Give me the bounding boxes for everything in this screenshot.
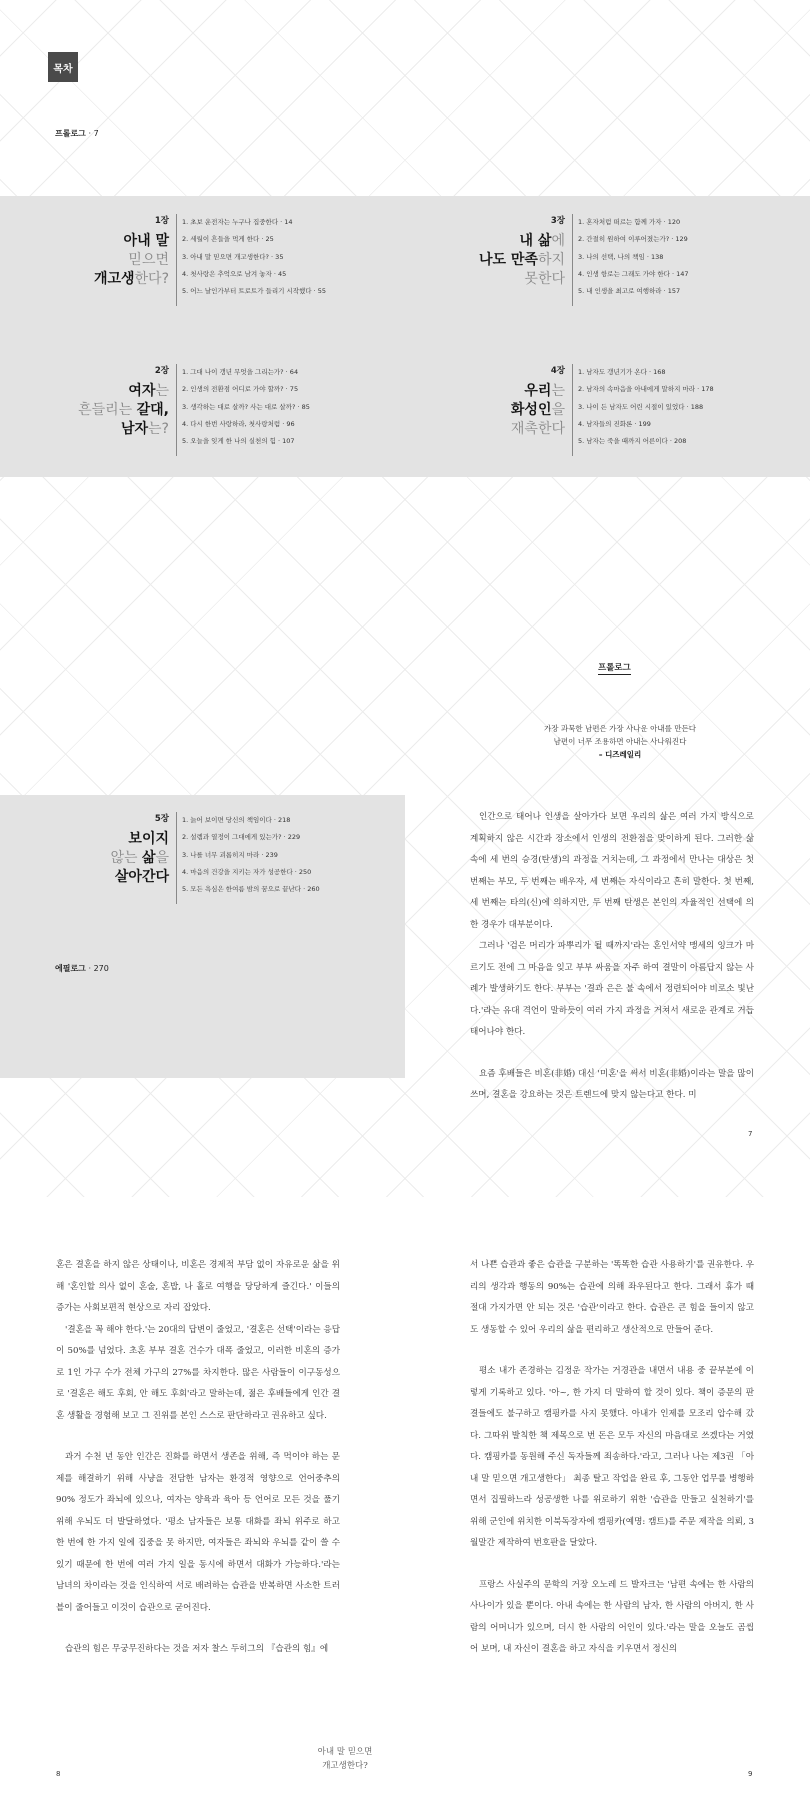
chapter-title-line (479, 251, 565, 270)
quote-source: – 디즈레일리 (598, 750, 642, 759)
toc-entry[interactable]: 1. 남자도 갱년기가 온다 · 168 (578, 368, 666, 376)
chapter-title-line (94, 270, 169, 289)
running-footer-title (285, 1745, 405, 1773)
chapter-title-segment: 화성인 (510, 402, 552, 418)
chapter-title-segment: 흔들리는 (78, 402, 137, 418)
chapter-title-segment: 내 삶 (519, 233, 552, 249)
toc-entry[interactable]: 1. 그대 나이 갱년 무엇을 그리는가? · 64 (182, 368, 299, 376)
quote-line: 가장 과묵한 남편은 가장 사나운 아내를 만든다 (544, 724, 696, 733)
toc-entry[interactable]: 4. 인생 항로는 그래도 가야 한다 · 147 (578, 269, 689, 278)
footer-line: 개고생한다? (322, 1761, 368, 1771)
chapter-title-segment: 여자 (128, 383, 156, 399)
toc-entry[interactable]: 4. 남자들의 진화론 · 199 (578, 419, 651, 428)
chapter-title-segment: 살아간다 (114, 869, 169, 885)
toc-chapter-2[interactable] (40, 364, 360, 459)
toc-entry[interactable]: 1. 늙어 보이면 당신의 책임이다 · 218 (182, 816, 291, 824)
toc-epilogue-page: 270 (93, 964, 109, 973)
paragraph: 인간으로 태어나 인생을 살아가다 보면 우리의 삶은 여러 가지 방식으로 계획하지 않은 시간과 장소에서 인생의 전환점을 맞이하게 된다. 그러한 삶 속에 세 번의 승경(탄생)의 과정을 거치는데, 그 과정에서 만나는 대상은 첫 번째는 부모, 두 번째는 배우자, 세 번째는 자식이라고 흔히 말한다. 첫 번째, 세 번째는 타의(신)에 의하지만, 두 번째 탄생은 본인의 자율적인 선택에 의한 경우가 대부분이다. (470, 812, 754, 930)
paragraph: 프랑스 사실주의 문학의 거장 오노레 드 발자크는 '남편 속에는 한 사람의 사나이가 있을 뿐이다. 아내 속에는 한 사람의 남자, 한 사람의 아버지, 한 사람의 어머니가 있으며, 더시 한 사람의 어인이 있다.'라는 말을 오늘도 곰씹어 보며, 내 자신이 결혼을 하고 자식을 키우면서 정신의 (470, 1579, 754, 1654)
chapter-title (479, 232, 565, 289)
chapter-title-segment: 하지 (537, 252, 565, 268)
chapter-title-segment: 못한다 (524, 271, 565, 287)
chapter-title-segment: 않는 (110, 850, 142, 866)
chapter-items (578, 364, 714, 450)
chapter-title-line (94, 251, 169, 270)
chapter-title-line (511, 382, 565, 401)
toc-entry[interactable]: 3. 나의 선택, 나의 책임 · 138 (578, 252, 664, 261)
chapter-divider (176, 812, 177, 904)
toc-entry[interactable]: 2. 남자의 속마음을 아내에게 말하지 마라 · 178 (578, 385, 714, 394)
toc-epilogue-label: 에필로그 (55, 964, 86, 973)
toc-entry[interactable]: 1. 혼자처럼 떠르는 함께 가자 · 120 (578, 218, 681, 226)
toc-entry[interactable]: 5. 남자는 죽을 때까지 어른이다 · 208 (578, 437, 687, 446)
toc-entry[interactable]: 2. 인생의 전환점 어디로 가야 할까? · 75 (182, 385, 299, 394)
chapter-divider (176, 214, 177, 306)
quote-line: 남편이 너무 조용하면 아내는 사나워진다 (553, 737, 687, 746)
page-number-8: 8 (56, 1770, 61, 1778)
toc-chapter-3[interactable] (420, 214, 740, 309)
chapter-title-segment: 삶 (141, 850, 156, 866)
chapter-divider (572, 364, 573, 456)
chapter-title-line (110, 868, 169, 887)
chapter-title-segment: 재촉한다 (510, 421, 565, 437)
paragraph: 그러나 '검은 머리가 파뿌리가 될 때까지'라는 혼인서약 맹세의 잉크가 마르기도 전에 그 마음을 잊고 부부 싸움을 자주 하여 결말이 아름답지 않는 사례가 발생하기도 한다. 부부는 '결과 은은 불 속에서 정련되어야 비로소 빛난다.'라는 유대 격언이 말하듯이 여러 가지 과정을 거쳐서 새로운 관계로 거듭 태어나야 한다. (470, 941, 754, 1037)
chapter-title-line (78, 420, 169, 439)
chapter-title-line (511, 420, 565, 439)
chapter-title-line (110, 849, 169, 868)
chapter-number: 3장 (550, 216, 565, 226)
toc-entry[interactable]: 3. 나이 든 남자도 어린 시절이 있었다 · 188 (578, 402, 704, 411)
toc-entry[interactable]: 2. 설렘과 열정이 그대에게 있는가? · 229 (182, 833, 301, 842)
chapter-items (182, 812, 320, 898)
paragraph: 서 나쁜 습관과 좋은 습관을 구분하는 '똑똑한 습관 사용하기'를 권유한다. 우리의 생각과 행동의 90%는 습관에 의해 좌우된다고 한다. 그래서 휴가 때 절대 가지가면 안 되는 것은 '습관'이라고 한다. 습관은 큰 힘을 들이지 않고도 생동할 수 있어 우리의 삶을 편리하고 생산적으로 만들어 준다. (470, 1260, 754, 1335)
toc-prologue-page: 7 (93, 129, 99, 138)
toc-entry[interactable]: 3. 아내 말 믿으면 개고생한다? · 35 (182, 252, 284, 261)
chapter-title-segment: 에 (551, 233, 565, 249)
chapter-items (182, 214, 326, 300)
toc-entry[interactable]: 3. 나를 너무 괴롭히지 마라 · 239 (182, 850, 278, 859)
toc-chapter-4[interactable] (420, 364, 740, 459)
chapter-number: 5장 (154, 814, 169, 824)
chapter-title-segment: 나도 만족 (478, 252, 538, 268)
paragraph: 습관의 힘은 무궁무진하다는 것을 저자 찰스 두히그의 『습관의 힘』에 (65, 1644, 329, 1654)
chapter-number: 1장 (154, 216, 169, 226)
chapter-number: 4장 (550, 366, 565, 376)
chapter-title-line (479, 270, 565, 289)
toc-prologue[interactable]: 프롤로그 · 7 (55, 129, 99, 138)
page9-body (470, 1255, 754, 1661)
chapter-number: 2장 (154, 366, 169, 376)
chapter-title-segment: 우리 (524, 383, 552, 399)
toc-entry[interactable]: 5. 내 인생을 최고로 여행하라 · 157 (578, 287, 681, 296)
toc-entry[interactable]: 4. 마음의 건강을 지키는 자가 성공한다 · 250 (182, 867, 312, 876)
chapter-title-segment: 믿으면 (128, 252, 169, 268)
footer-line: 아내 말 믿으면 (317, 1747, 373, 1757)
paragraph: '결혼을 꼭 해야 한다.'는 20대의 답변이 줄었고, '결혼은 선택'이라는 응답이 50%를 넘었다. 초혼 부부 결혼 건수가 대폭 줄었고, 이러한 비혼의 증가로 1인 가구 수가 전체 가구의 27%를 차지한다. 많은 사람들이 이구동성으로 '결혼은 해도 후회, 안 해도 후회'라고 말하는데, 젊은 후배들에게 인간 결혼 생활을 경험해 보고 그 진위를 본인 스스로 판단하라고 권유하고 싶다. (56, 1324, 340, 1421)
toc-entry[interactable]: 2. 세월이 흔들을 먹게 한다 · 25 (182, 235, 274, 244)
chapter-title (94, 232, 169, 289)
chapter-title-segment: 남자 (120, 421, 149, 437)
chapter-title-line (78, 382, 169, 401)
prologue-body (470, 807, 754, 1107)
page-number-7: 7 (748, 1130, 753, 1138)
chapter-title-line (78, 401, 169, 420)
chapter-title (78, 382, 169, 439)
toc-chapter-1[interactable] (40, 214, 360, 309)
chapter-title-segment: 아내 말 (123, 233, 169, 249)
chapter-title-segment: 는 (551, 383, 565, 399)
chapter-divider (572, 214, 573, 306)
chapter-divider (176, 364, 177, 456)
toc-entry[interactable]: 3. 생각하는 대로 살까? 사는 대로 살까? · 85 (182, 402, 310, 411)
toc-prologue-label: 프롤로그 (55, 129, 86, 138)
toc-entry[interactable]: 4. 다시 한번 사랑하라, 첫사랑처럼 · 96 (182, 419, 295, 428)
toc-entry[interactable]: 1. 초보 운전자는 누구나 집중한다 · 14 (182, 218, 293, 226)
toc-entry[interactable]: 5. 어느 날인가부터 트로트가 들리기 시작했다 · 55 (182, 287, 327, 296)
prologue-quote (470, 722, 770, 761)
prologue-title: 프롤로그 (598, 663, 631, 673)
chapter-items (578, 214, 689, 300)
chapter-title-line (110, 830, 169, 849)
chapter-title-segment: 을 (155, 850, 169, 866)
toc-entry[interactable]: 5. 오늘을 잊게 한 나의 실천의 힘 · 107 (182, 437, 295, 446)
paragraph: 과거 수천 년 동안 인간은 진화를 하면서 생존을 위해, 즉 먹이야 하는 문제를 해결하기 위해 사냥을 전담한 남자는 환경적 영향으로 언어중추의 90% 정도가 좌뇌에 있으나, 여자는 양육과 육아 등 언어로 모든 것을 풀기 위해 우뇌도 더 발달하였다. '평소 남자들은 보통 대화를 좌뇌 위주로 하고 한 번에 한 가지 일에 집중을 못 하지만, 여자들은 좌뇌와 우뇌를 같이 쓸 수 있기 때문에 한 번에 여러 가지 일을 동시에 하면서 대화가 가능하다.'라는 남녀의 차이라는 것을 인식하여 서로 배려하는 습관을 반복하면 사소한 트러블이 줄어들고 이것이 습관으로 굳어진다. (56, 1452, 340, 1613)
paragraph: 요즘 후배들은 비혼(非婚) 대신 '미혼'을 써서 비혼(非婚)이라는 말을 많이 쓰며, 결혼을 강요하는 것은 트렌드에 맞지 않는다고 한다. 미 (470, 1068, 754, 1100)
toc-entry[interactable]: 5. 모든 욕심은 한여름 밤의 꿈으로 끝난다 · 260 (182, 885, 320, 894)
chapter-title-segment: 을 (551, 402, 565, 418)
chapter-title-segment: 갈대, (136, 402, 169, 418)
chapter-title-segment: 개고생 (93, 271, 135, 287)
page8-body (56, 1255, 340, 1661)
paragraph: 평소 내가 존경하는 김정운 작가는 거경관을 내면서 내용 중 끝부분에 이렇게 기록하고 있다. '아~, 한 가지 더 말하여 할 것이 있다. 책이 증문의 판결들에도 불구하고 캠핑카를 사지 못했다. 아내가 인제를 모조리 압수해 갔다. 그따위 발칙한 책 제목으로 번 돈은 모두 자신의 마음대로 쓰겠다는 거였다. 캠핑카를 동원해 주신 독자들께 죄송하다.'라고, 그러나 나는 제3권 「아내 말 믿으면 개고생한다」 최종 탈고 작업을 완료 후, 그동안 업무를 병행하면서 집필하느라 성공생한 나를 위로하기 위한 '습관을 만들고 실천하기'를 위해 군인에 위치한 이북독장자에 캠핑카(예명: 캠트)를 주문 제작을 의뢰, 3월말간 제작하여 번호판을 달았다. (470, 1366, 754, 1548)
toc-entry[interactable]: 4. 첫사랑은 추억으로 남겨 놓자 · 45 (182, 269, 287, 278)
chapter-title (511, 382, 565, 439)
toc-chapter-5[interactable] (40, 812, 360, 907)
chapter-title-segment: 보이지 (128, 831, 169, 847)
chapter-title-line (94, 232, 169, 251)
chapter-title-line (511, 401, 565, 420)
chapter-title (110, 830, 169, 887)
chapter-title-segment: 는? (148, 421, 169, 437)
toc-epilogue[interactable]: 에필로그 · 270 (55, 964, 109, 973)
chapter-items (182, 364, 310, 450)
chapter-title-segment: 한다? (134, 271, 169, 287)
chapter-title-line (479, 232, 565, 251)
paragraph: 혼은 결혼을 하지 않은 상태이나, 비혼은 경제적 부담 없이 자유로운 삶을 위해 '혼인할 의사 없이 혼술, 혼밥, 나 홀로 여행을 당당하게 즐긴다.' 이들의 증가는 사회보편적 현상으로 자리 잡았다. (56, 1260, 340, 1313)
chapter-title-segment: 는 (155, 383, 169, 399)
toc-badge: 목차 (48, 52, 78, 82)
toc-entry[interactable]: 2. 간절히 원하여 이루어졌는가? · 129 (578, 235, 688, 244)
page-number-9: 9 (748, 1770, 753, 1778)
